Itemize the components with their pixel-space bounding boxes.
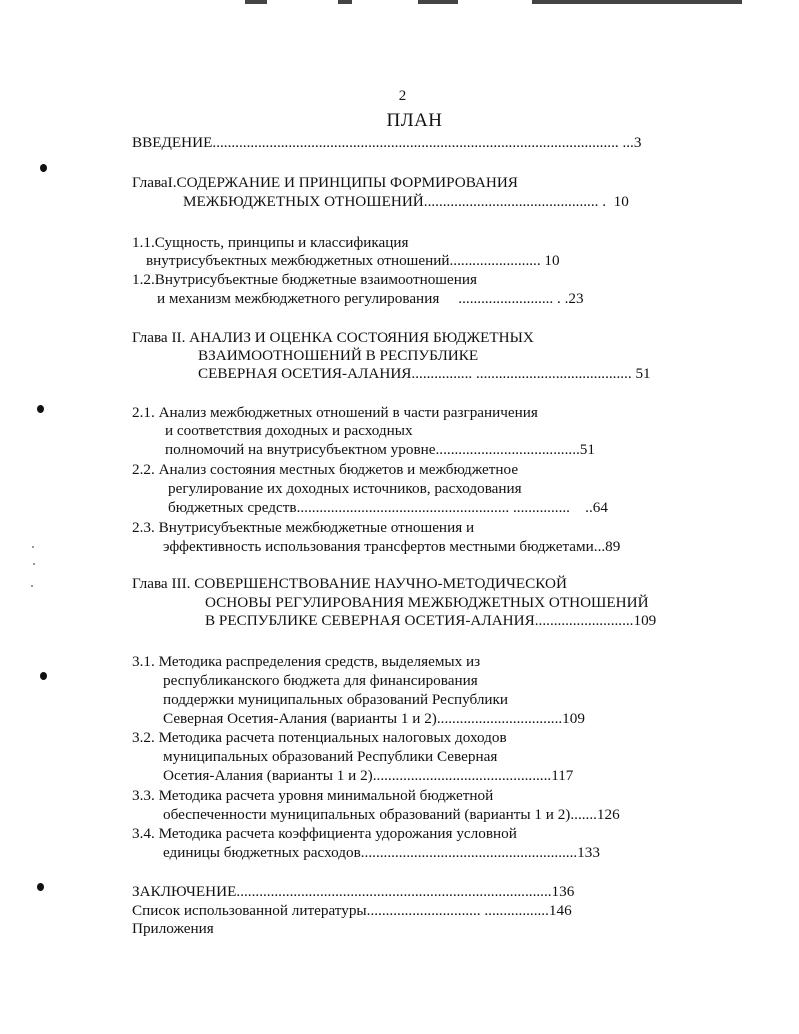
toc-label: ВВЕДЕНИЕ [132, 134, 213, 151]
toc-section-2-2-line2[interactable]: регулирование их доходных источников, расходования [168, 480, 522, 497]
toc-page: 109 [633, 612, 657, 629]
toc-chapter-3-line2[interactable]: ОСНОВЫ РЕГУЛИРОВАНИЯ МЕЖБЮДЖЕТНЫХ ОТНОШЕНИЙ [205, 594, 649, 611]
toc-section-1-2[interactable]: 1.2.Внутрисубъектные бюджетные взаимоотношения [132, 271, 477, 288]
toc-page: 10 [544, 252, 560, 269]
scan-speck [31, 585, 33, 587]
toc-page: 3 [633, 134, 642, 151]
toc-section-3-1-line4[interactable]: Северная Осетия-Алания (варианты 1 и 2).................................109 [163, 710, 585, 727]
toc-section-3-2-line3[interactable]: Осетия-Алания (варианты 1 и 2)...............................................117 [163, 767, 574, 784]
scan-edge-marks [0, 0, 799, 6]
toc-page: 126 [596, 806, 620, 823]
toc-chapter-2-line3[interactable]: СЕВЕРНАЯ ОСЕТИЯ-АЛАНИЯ................ ......................................... 51 [198, 365, 651, 382]
toc-page: 146 [548, 902, 572, 919]
toc-section-3-1[interactable]: 3.1. Методика распределения средств, выделяемых из [132, 653, 481, 670]
page-number: 2 [398, 88, 407, 104]
toc-section-2-3-line2[interactable]: эффективность использования трансфертов местными бюджетами...89 [163, 538, 621, 555]
toc-page: 51 [579, 441, 595, 458]
toc-section-3-3-line2[interactable]: обеспеченности муниципальных образований (варианты 1 и 2).......126 [163, 806, 620, 823]
toc-page: 109 [562, 710, 585, 727]
toc-page: 89 [605, 538, 621, 555]
toc-section-2-2[interactable]: 2.2. Анализ состояния местных бюджетов и межбюджетное [132, 461, 519, 478]
toc-section-3-2-line2[interactable]: муниципальных образований Республики Северная [163, 748, 498, 765]
toc-chapter-3-title[interactable]: Глава III. СОВЕРШЕНСТВОВАНИЕ НАУЧНО-МЕТОДИЧЕСКОЙ [132, 575, 567, 592]
toc-section-1-2-line2[interactable]: и механизм межбюджетного регулирования ......................... . .23 [157, 290, 584, 307]
toc-chapter-2-title[interactable]: Глава II. АНАЛИЗ И ОЦЕНКА СОСТОЯНИЯ БЮДЖЕТНЫХ [132, 329, 534, 346]
binder-hole-dot [40, 164, 47, 172]
scan-speck [33, 563, 35, 565]
binder-hole-dot [37, 883, 44, 891]
toc-chapter-1-line2[interactable]: МЕЖБЮДЖЕТНЫХ ОТНОШЕНИЙ.............................................. . 10 [183, 193, 629, 210]
toc-section-3-1-line3[interactable]: поддержки муниципальных образований Республики [163, 691, 509, 708]
toc-section-3-1-line2[interactable]: республиканского бюджета для финансирования [163, 672, 478, 689]
toc-section-2-2-line3[interactable]: бюджетных средств........................................................ ............... ..64 [168, 499, 608, 516]
toc-page: 117 [551, 767, 574, 784]
binder-hole-dot [37, 405, 44, 413]
toc-page: 64 [592, 499, 608, 516]
scan-speck [32, 546, 34, 548]
toc-entry-appendix[interactable]: Приложения [132, 920, 214, 937]
toc-section-3-3[interactable]: 3.3. Методика расчета уровня минимальной бюджетной [132, 787, 494, 804]
binder-hole-dot [40, 672, 47, 680]
toc-section-3-2[interactable]: 3.2. Методика расчета потенциальных налоговых доходов [132, 729, 507, 746]
toc-chapter-3-line3[interactable]: В РЕСПУБЛИКЕ СЕВЕРНАЯ ОСЕТИЯ-АЛАНИЯ..........................109 [205, 612, 657, 629]
toc-page: 23 [568, 290, 584, 307]
toc-entry-conclusion[interactable]: ЗАКЛЮЧЕНИЕ...................................................................................136 [132, 883, 575, 900]
toc-entry-references[interactable]: Список использованной литературы.............................. .................146 [132, 902, 572, 919]
toc-section-3-4-line2[interactable]: единицы бюджетных расходов.........................................................133 [163, 844, 600, 861]
toc-section-2-3[interactable]: 2.3. Внутрисубъектные межбюджетные отношения и [132, 519, 475, 536]
toc-section-3-4[interactable]: 3.4. Методика расчета коэффициента удорожания условной [132, 825, 517, 842]
toc-section-2-1-line3[interactable]: полномочий на внутрисубъектном уровне......................................51 [165, 441, 595, 458]
toc-page: 51 [635, 365, 651, 382]
toc-chapter-2-line2[interactable]: ВЗАИМООТНОШЕНИЙ В РЕСПУБЛИКЕ [198, 347, 479, 364]
toc-page: 136 [551, 883, 575, 900]
toc-page: 10 [613, 193, 629, 210]
toc-section-1-1[interactable]: 1.1.Сущность, принципы и классификация [132, 234, 409, 251]
toc-chapter-1-title[interactable]: ГлаваI.СОДЕРЖАНИЕ И ПРИНЦИПЫ ФОРМИРОВАНИЯ [132, 174, 518, 191]
toc-section-1-1-line2[interactable]: внутрисубъектных межбюджетных отношений........................ 10 [146, 252, 560, 269]
toc-section-2-1[interactable]: 2.1. Анализ межбюджетных отношений в части разграничения [132, 404, 538, 421]
toc-section-2-1-line2[interactable]: и соответствия доходных и расходных [165, 422, 413, 439]
toc-entry-intro[interactable]: ВВЕДЕНИЕ........................................................................................................... ...3 [132, 134, 642, 151]
page-title: ПЛАН [386, 110, 443, 131]
toc-page: 133 [577, 844, 600, 861]
